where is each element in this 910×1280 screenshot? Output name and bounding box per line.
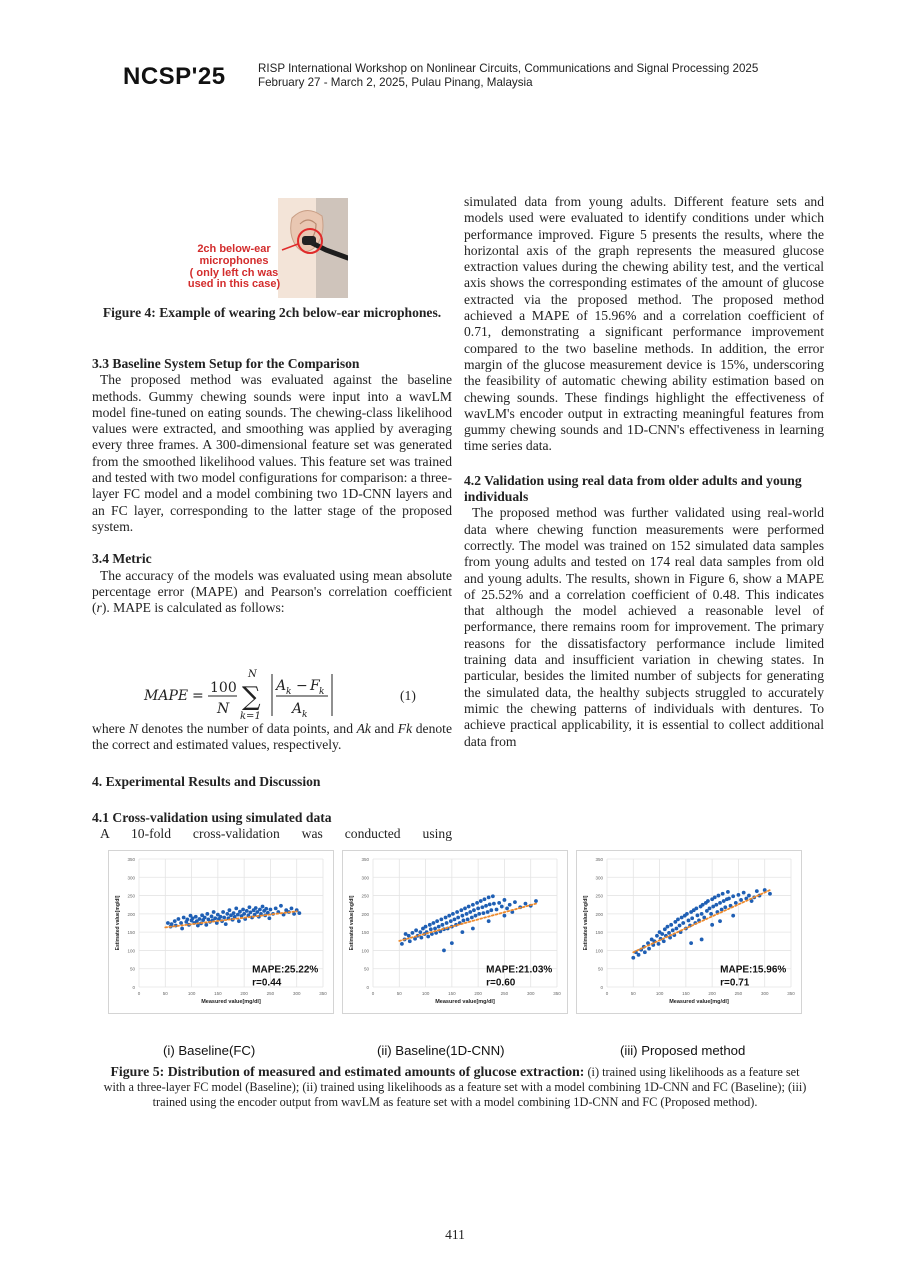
data-point xyxy=(264,907,268,911)
where-text: where xyxy=(92,721,129,736)
subfigure-label-ii: (ii) Baseline(1D-CNN) xyxy=(377,1043,505,1058)
data-point xyxy=(524,902,528,906)
data-point xyxy=(225,912,229,916)
x-tick-label: 50 xyxy=(162,991,168,996)
data-point xyxy=(459,908,463,912)
data-point xyxy=(232,911,236,915)
data-point xyxy=(482,911,486,915)
metric-annotation: MAPE:21.03% xyxy=(486,964,553,976)
y-axis-label: Estimated value[mg/dl] xyxy=(349,895,355,951)
data-point xyxy=(681,921,685,925)
data-point xyxy=(647,947,651,951)
x-tick-label: 350 xyxy=(787,991,795,996)
section-4-title: 4. Experimental Results and Discussion xyxy=(92,773,321,789)
data-point xyxy=(439,917,443,921)
y-axis-label: Estimated value[mg/dl] xyxy=(583,895,589,951)
data-point xyxy=(742,891,746,895)
x-tick-label: 250 xyxy=(734,991,743,996)
section-4-1-body: A 10-fold cross-validation was conducted using xyxy=(100,826,452,842)
data-point xyxy=(269,908,273,912)
y-tick-label: 0 xyxy=(132,985,135,990)
data-point xyxy=(503,898,507,902)
data-point xyxy=(708,906,712,910)
data-point xyxy=(279,904,283,908)
data-point xyxy=(477,912,481,916)
data-point xyxy=(447,914,451,918)
data-point xyxy=(179,921,183,925)
data-point xyxy=(198,917,202,921)
data-point xyxy=(254,906,258,910)
data-point xyxy=(228,908,232,912)
data-point xyxy=(734,901,738,905)
chart-svg-baseline-1dcnn xyxy=(343,851,567,1013)
eq-sigma: ∑ xyxy=(242,682,261,712)
data-point xyxy=(718,919,722,923)
trend-line xyxy=(633,890,770,952)
conference-header xyxy=(258,62,758,89)
data-point xyxy=(706,899,710,903)
data-point xyxy=(224,922,228,926)
data-point xyxy=(503,914,507,918)
x-tick-label: 50 xyxy=(396,991,402,996)
section-3-3-title: 3.3 Baseline System Setup for the Comparison xyxy=(92,356,360,371)
y-tick-label: 350 xyxy=(361,857,369,862)
data-point xyxy=(660,932,664,936)
y-tick-label: 200 xyxy=(361,911,369,917)
data-point xyxy=(222,916,226,920)
data-point xyxy=(709,912,713,916)
x-tick-label: 350 xyxy=(553,991,561,996)
y-tick-label: 100 xyxy=(361,948,369,954)
y-tick-label: 100 xyxy=(595,948,603,954)
data-point xyxy=(433,927,437,931)
x-tick-label: 200 xyxy=(708,991,716,996)
data-point xyxy=(204,923,208,927)
eq-sum-top: N xyxy=(248,669,257,680)
data-point xyxy=(718,901,722,905)
data-point xyxy=(768,892,772,896)
data-point xyxy=(710,923,714,927)
data-point xyxy=(690,916,694,920)
x-tick-label: 50 xyxy=(630,991,636,996)
y-tick-label: 50 xyxy=(597,966,603,972)
data-point xyxy=(487,919,491,923)
data-point xyxy=(408,939,412,943)
data-point xyxy=(258,908,262,912)
y-tick-label: 50 xyxy=(363,966,369,972)
x-tick-label: 200 xyxy=(240,991,248,996)
data-point xyxy=(465,912,469,916)
data-point xyxy=(655,934,659,938)
figure4-callout-line: ( only left ch was xyxy=(189,266,279,279)
symbol-Ak: Ak xyxy=(356,721,371,736)
metric-annotation: r=0.71 xyxy=(720,977,750,989)
y-axis-label: Estimated value[mg/dl] xyxy=(115,895,121,951)
y-tick-label: 250 xyxy=(361,893,369,899)
data-point xyxy=(700,938,704,942)
data-point xyxy=(451,912,455,916)
section-3-3-body: The proposed method was evaluated against the baseline methods. Gummy chewing sounds were input into a wavLM model fine-tuned on eating sounds. The chewing-class likelihood values were extracted, and smoothing was applied by averaging every three frames. A 300-dimensional feature set was generated from the smoothed likelihood values. This feature set was trained and tested with two model configurations for comparison: a three-layer FC model and a model combining two 1D-CNN layers and an FC layer, corresponding to the latter stage of the proposed system. xyxy=(92,372,452,534)
data-point xyxy=(657,942,661,946)
data-point xyxy=(631,956,635,960)
chart-baseline-fc xyxy=(108,850,334,1014)
data-point xyxy=(234,906,238,910)
data-point xyxy=(435,919,439,923)
x-axis-label: Measured value[mg/dl] xyxy=(201,999,261,1005)
data-point xyxy=(444,916,448,920)
data-point xyxy=(471,903,475,907)
data-point xyxy=(414,928,418,932)
data-point xyxy=(488,902,492,906)
data-point xyxy=(476,906,480,910)
data-point xyxy=(455,910,459,914)
data-point xyxy=(666,925,670,929)
y-tick-label: 0 xyxy=(366,985,369,990)
data-point xyxy=(495,908,499,912)
y-tick-label: 0 xyxy=(600,985,603,990)
chart-svg-proposed xyxy=(577,851,801,1013)
data-point xyxy=(411,931,415,935)
y-tick-label: 250 xyxy=(127,893,135,899)
data-point xyxy=(492,902,496,906)
data-point xyxy=(689,941,693,945)
data-point xyxy=(219,915,223,919)
data-point xyxy=(475,901,479,905)
x-tick-label: 300 xyxy=(760,991,769,996)
y-tick-label: 250 xyxy=(595,893,603,899)
section-3-4-text: The accuracy of the models was evaluated using mean absolute percentage error (MAPE) and Pearson's correlation coefficient ( xyxy=(92,567,452,616)
data-point xyxy=(449,919,453,923)
y-tick-label: 150 xyxy=(361,930,369,936)
data-point xyxy=(674,927,678,931)
data-point xyxy=(400,942,404,946)
data-point xyxy=(480,905,484,909)
data-point xyxy=(245,909,249,913)
left-column-upper xyxy=(92,356,452,616)
x-tick-label: 250 xyxy=(266,991,275,996)
mape-equation xyxy=(92,668,452,720)
metric-annotation: r=0.60 xyxy=(486,977,516,989)
chart-proposed xyxy=(576,850,802,1014)
data-point xyxy=(471,927,475,931)
eq-number: (1) xyxy=(400,688,416,703)
y-tick-label: 150 xyxy=(595,930,603,936)
chart-svg-baseline-fc xyxy=(109,851,333,1013)
data-point xyxy=(249,910,253,914)
x-tick-label: 250 xyxy=(500,991,509,996)
data-point xyxy=(489,908,493,912)
section-3-4-title: 3.4 Metric xyxy=(92,551,152,567)
data-point xyxy=(669,923,673,927)
data-point xyxy=(170,922,174,926)
data-point xyxy=(428,923,432,927)
data-point xyxy=(747,894,751,898)
section-4-2-body: The proposed method was further validated using real-world data where chewing function measurements were performed correctly. The model was trained on 152 simulated data samples from young adults and tested on 174 real data samples from old and young adults. The results, shown in Figure 6, show a MAPE of 25.52% and a correlation coefficient of 0.48. This indicates that although the model achieved a reasonable level of performance, there remains room for improvement. The primary reasons for the dissatisfactory performance include limited training data and insufficient variation in chewing states. In particular, besides the limited number of subjects for generating the simulated data, the healthy subjects struggled to accurately mimic the chewing patterns of individuals with dentures. To achieve practical applicability, it is essential to collect additional data from xyxy=(464,505,824,749)
data-point xyxy=(166,921,170,925)
data-point xyxy=(466,917,470,921)
data-point xyxy=(261,905,265,909)
data-point xyxy=(203,916,207,920)
figure4-callout xyxy=(164,244,304,291)
y-tick-label: 300 xyxy=(595,875,603,881)
svg-text:k: k xyxy=(302,710,308,720)
x-tick-label: 150 xyxy=(448,991,456,996)
x-tick-label: 300 xyxy=(292,991,301,996)
y-tick-label: 100 xyxy=(127,948,135,954)
y-tick-label: 50 xyxy=(129,966,135,972)
data-point xyxy=(426,935,430,939)
data-point xyxy=(637,953,641,957)
data-point xyxy=(685,912,689,916)
data-point xyxy=(497,901,501,905)
section-4-1-continued: simulated data from young adults. Different feature sets and models used were evaluated to identify conditions under which performance improved. Figure 5 presents the results, where the horizontal axis of the graph represents the measured glucose extraction values during the chewing ability test, and the vertical axis shows the corresponding estimates of the amount of glucose extracted via the proposed method. The proposed method achieved a MAPE of 15.96% and a correlation coefficient of 0.71, demonstrating a significant performance improvement compared to the two baseline methods. In addition, the error margin of the glucose measurement device is 15%, underscoring the feasibility of automatic chewing ability estimation based on chewing sounds. These findings highlight the effectiveness of wavLM's encoder output in extracting meaningful features from gummy chewing sounds and 1D-CNN's effectiveness in learning time series data. xyxy=(464,194,824,454)
section-3-4-body xyxy=(92,568,452,617)
y-tick-label: 350 xyxy=(595,857,603,862)
svg-text:k: k xyxy=(319,687,325,697)
data-point xyxy=(460,914,464,918)
x-tick-label: 150 xyxy=(214,991,222,996)
data-point xyxy=(755,889,759,893)
data-point xyxy=(267,916,271,920)
data-point xyxy=(731,914,735,918)
data-point xyxy=(486,910,490,914)
figure4-callout-line: 2ch below-ear xyxy=(197,243,271,255)
data-point xyxy=(508,903,512,907)
data-point xyxy=(505,906,509,910)
eq-numerator: A xyxy=(276,678,287,694)
y-tick-label: 150 xyxy=(127,930,135,936)
data-point xyxy=(463,906,467,910)
eq-mape: MAPE xyxy=(144,688,189,704)
right-column xyxy=(464,194,824,750)
eq-denominator: A xyxy=(292,701,303,717)
figure5-caption-text: (i) trained using likelihoods as a feature set with a three-layer FC model (Baseline); (ii) trained using likelihoods as a feature set with a model combining 1D-CNN and FC (Baseline); (iii) trained using the encoder output from wavLM as feature set with a model combining 1D-CNN and FC (Proposed method). xyxy=(103,1065,807,1110)
section-4-1-title: 4.1 Cross-validation using simulated data xyxy=(92,809,332,825)
data-point xyxy=(194,915,198,919)
data-point xyxy=(450,941,454,945)
data-point xyxy=(472,908,476,912)
figure4-caption: Figure 4: Example of wearing 2ch below-ear microphones. xyxy=(102,305,442,320)
data-point xyxy=(470,916,474,920)
metric-annotation: r=0.44 xyxy=(252,977,282,989)
data-point xyxy=(442,949,446,953)
header-line-1: RISP International Workshop on Nonlinear Circuits, Communications and Signal Processing 2025 xyxy=(258,62,759,75)
data-point xyxy=(177,917,181,921)
header-line-2: February 27 - March 2, 2025, Pulau Pinang, Malaysia xyxy=(258,75,533,89)
svg-text:−: − xyxy=(296,678,308,694)
data-point xyxy=(513,900,517,904)
x-axis-label: Measured value[mg/dl] xyxy=(435,999,495,1005)
data-point xyxy=(212,910,216,914)
data-point xyxy=(238,910,242,914)
data-point xyxy=(210,915,214,919)
section-3-4-text: ). MAPE is calculated as follows: xyxy=(101,600,285,616)
data-point xyxy=(483,897,487,901)
data-point xyxy=(274,906,278,910)
data-point xyxy=(182,916,186,920)
data-point xyxy=(456,916,460,920)
figure4-callout-line: used in this case) xyxy=(187,278,281,291)
where-text: denote the correct and estimated values, respectively. xyxy=(92,721,452,753)
y-tick-label: 200 xyxy=(127,911,135,917)
data-point xyxy=(700,912,704,916)
data-point xyxy=(453,917,457,921)
data-point xyxy=(437,925,441,929)
data-point xyxy=(727,897,731,901)
trend-line xyxy=(399,904,536,941)
section-4-2-title: 4.2 Validation using real data from older adults and young individuals xyxy=(464,472,802,505)
data-point xyxy=(717,894,721,898)
data-point xyxy=(173,919,177,923)
x-tick-label: 350 xyxy=(319,991,327,996)
data-point xyxy=(419,936,423,940)
where-clause xyxy=(92,721,452,754)
data-point xyxy=(221,910,225,914)
data-point xyxy=(671,928,675,932)
y-tick-label: 350 xyxy=(127,857,135,862)
data-point xyxy=(696,913,700,917)
x-tick-label: 150 xyxy=(682,991,690,996)
figure5-caption-title: Figure 5: Distribution of measured and estimated amounts of glucose extraction: xyxy=(110,1064,585,1079)
data-point xyxy=(418,930,422,934)
data-point xyxy=(180,927,184,931)
data-point xyxy=(205,912,209,916)
data-point xyxy=(723,905,727,909)
data-point xyxy=(726,890,730,894)
x-tick-label: 100 xyxy=(421,991,430,996)
x-tick-label: 100 xyxy=(187,991,196,996)
x-tick-label: 300 xyxy=(526,991,535,996)
data-point xyxy=(534,899,538,903)
y-tick-label: 300 xyxy=(361,875,369,881)
where-text: denotes the number of data points, and xyxy=(137,721,357,736)
figure5-charts xyxy=(108,850,802,1012)
eq-100: 100 xyxy=(210,680,237,696)
data-point xyxy=(737,893,741,897)
subfigure-label-i: (i) Baseline(FC) xyxy=(163,1043,256,1058)
data-point xyxy=(487,896,491,900)
metric-annotation: MAPE:25.22% xyxy=(252,964,319,976)
symbol-r: r xyxy=(96,600,102,616)
x-tick-label: 0 xyxy=(371,991,375,996)
data-point xyxy=(241,908,245,912)
figure5-caption xyxy=(100,1064,810,1111)
symbol-N: N xyxy=(128,721,138,736)
eq-sum-bottom: k=1 xyxy=(240,711,261,720)
data-point xyxy=(290,906,294,910)
subfigure-label-iii: (iii) Proposed method xyxy=(620,1043,746,1058)
data-point xyxy=(721,892,725,896)
y-tick-label: 300 xyxy=(127,875,135,881)
data-point xyxy=(667,931,671,935)
data-point xyxy=(213,916,217,920)
data-point xyxy=(424,925,428,929)
data-point xyxy=(467,905,471,909)
data-point xyxy=(739,898,743,902)
eq-equals: = xyxy=(192,688,204,704)
data-point xyxy=(432,921,436,925)
x-tick-label: 0 xyxy=(605,991,609,996)
x-tick-label: 0 xyxy=(137,991,141,996)
svg-text:k: k xyxy=(286,687,292,697)
data-point xyxy=(676,917,680,921)
data-point xyxy=(713,896,717,900)
data-point xyxy=(297,911,301,915)
data-point xyxy=(491,894,495,898)
data-point xyxy=(474,914,478,918)
figure4-callout-line: microphones xyxy=(199,254,269,267)
x-tick-label: 200 xyxy=(474,991,482,996)
data-point xyxy=(460,930,464,934)
metric-annotation: MAPE:15.96% xyxy=(720,964,787,976)
data-point xyxy=(484,904,488,908)
data-point xyxy=(714,903,718,907)
data-point xyxy=(468,910,472,914)
data-point xyxy=(694,906,698,910)
data-point xyxy=(662,939,666,943)
conference-logo: NCSP'25 xyxy=(123,63,226,90)
data-point xyxy=(185,917,189,921)
data-point xyxy=(445,921,449,925)
data-point xyxy=(678,924,682,928)
data-point xyxy=(720,908,724,912)
data-point xyxy=(440,923,444,927)
y-tick-label: 200 xyxy=(595,911,603,917)
page-number: 411 xyxy=(445,1227,465,1242)
data-point xyxy=(237,919,241,923)
where-text: and xyxy=(370,721,398,736)
data-point xyxy=(248,905,252,909)
data-point xyxy=(462,919,466,923)
data-point xyxy=(242,912,246,916)
svg-text:F: F xyxy=(310,678,320,694)
data-point xyxy=(687,919,691,923)
data-point xyxy=(407,934,411,938)
data-point xyxy=(643,950,647,954)
symbol-Fk: Fk xyxy=(397,721,413,736)
chart-baseline-1dcnn xyxy=(342,850,568,1014)
data-point xyxy=(429,927,433,931)
data-point xyxy=(731,894,735,898)
data-point xyxy=(500,905,504,909)
data-point xyxy=(479,899,483,903)
x-axis-label: Measured value[mg/dl] xyxy=(669,999,729,1005)
eq-N: N xyxy=(217,701,230,717)
x-tick-label: 100 xyxy=(655,991,664,996)
left-column-lower xyxy=(92,721,452,842)
